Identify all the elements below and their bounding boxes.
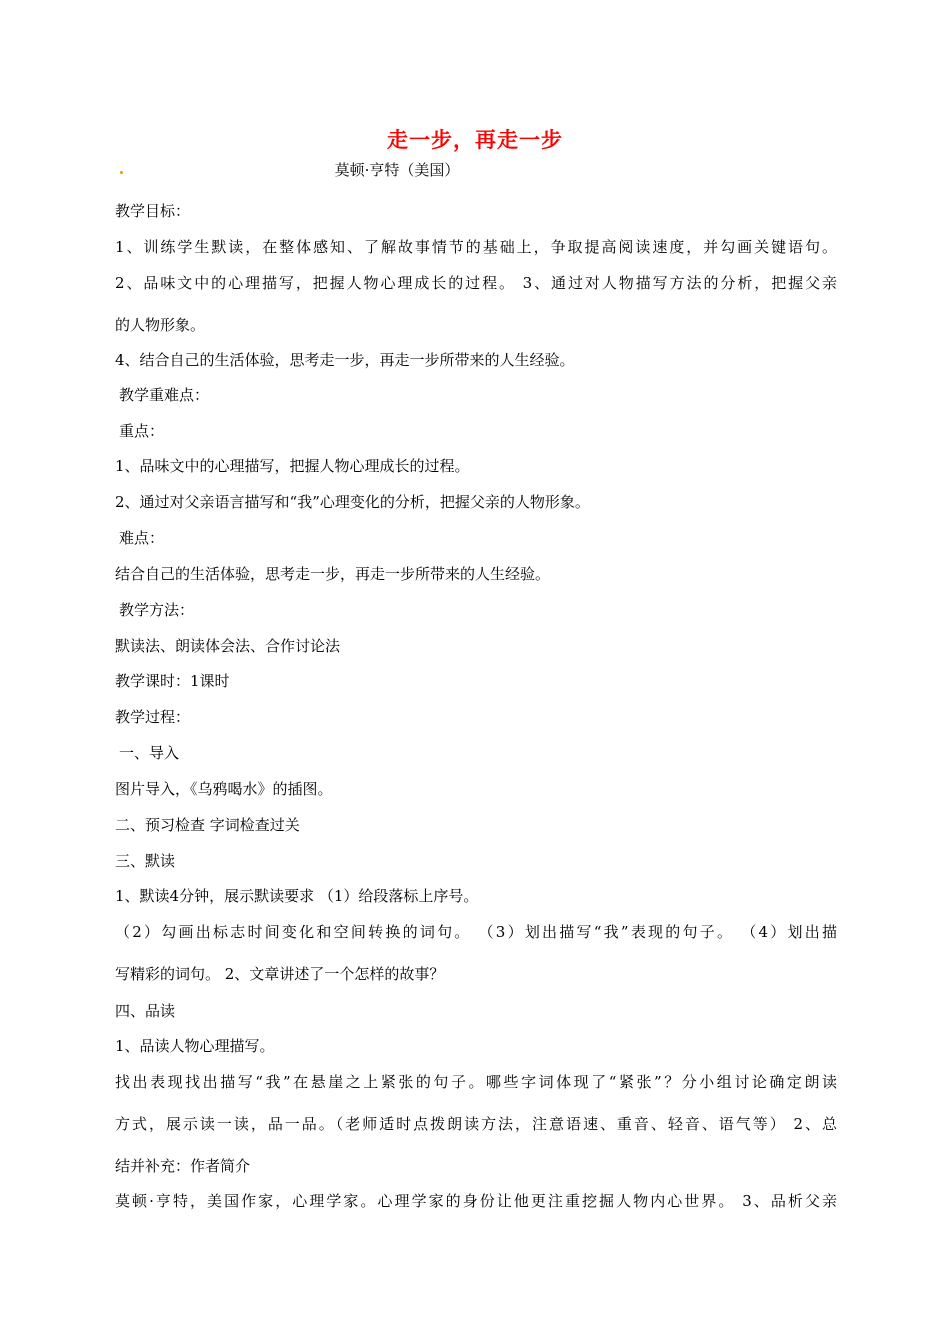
section-heading: 三、默读 — [115, 852, 176, 870]
paragraph-line: 1、训练学生默读，在整体感知、了解故事情节的基础上，争取提高阅读速度，并勾画关键语句。 — [115, 238, 837, 256]
paragraph-line: 2、通过对父亲语言描写和“我”心理变化的分析，把握父亲的人物形象。 — [115, 493, 590, 511]
paragraph-line: 1、默读4分钟，展示默读要求 （1）给段落标上序号。 — [115, 887, 479, 905]
section-heading: 教学重难点： — [119, 386, 210, 404]
paragraph-line: 教学课时：1课时 — [115, 672, 230, 690]
paragraph-line: 图片导入，《乌鸦喝水》的插图。 — [115, 780, 333, 798]
paragraph-line: 方式，展示读一读，品一品。（老师适时点拨朗读方法，注意语速、重音、轻音、语气等） 2、总 — [115, 1115, 837, 1133]
paragraph-line: 结合自己的生活体验，思考走一步，再走一步所带来的人生经验。 — [115, 565, 551, 583]
section-heading: 难点： — [119, 529, 165, 547]
paragraph-line: 4、结合自己的生活体验，思考走一步，再走一步所带来的人生经验。 — [115, 351, 575, 369]
paragraph-line: （2）勾画出标志时间变化和空间转换的词句。 （3）划出描写“我”表现的句子。 （4）划出描 — [115, 923, 837, 941]
section-heading: 教学过程： — [115, 708, 191, 726]
paragraph-line: 1、品味文中的心理描写，把握人物心理成长的过程。 — [115, 457, 470, 475]
paragraph-line: 教学目标： — [115, 202, 191, 220]
paragraph-line: 1、品读人物心理描写。 — [115, 1037, 275, 1055]
paragraph-line: 的人物形象。 — [115, 316, 206, 334]
paragraph-line: 找出表现找出描写“我”在悬崖之上紧张的句子。哪些字词体现了“紧张”？分小组讨论确定朗读 — [115, 1073, 837, 1091]
paragraph-line: 默读法、朗读体会法、合作讨论法 — [115, 637, 341, 655]
section-heading: 教学方法： — [119, 601, 195, 619]
paragraph-line: 写精彩的词句。 2、文章讲述了一个怎样的故事？ — [115, 965, 445, 983]
paragraph-line: 2、品味文中的心理描写，把握人物心理成长的过程。 3、通过对人物描写方法的分析，把握父亲 — [115, 274, 837, 292]
section-heading: 重点： — [119, 422, 165, 440]
section-heading: 四、品读 — [115, 1002, 176, 1020]
section-heading: 一、导入 — [119, 744, 180, 762]
paragraph-line: 结并补充：作者简介 — [115, 1157, 251, 1175]
document-title: 走一步，再走一步 — [387, 127, 563, 152]
section-heading: 二、预习检查 字词检查过关 — [115, 816, 300, 834]
document-author: 莫顿·亨特（美国） — [334, 161, 460, 179]
paragraph-line: 莫顿·亨特，美国作家，心理学家。心理学家的身份让他更注重挖掘人物内心世界。 3、品析父亲 — [115, 1192, 837, 1210]
